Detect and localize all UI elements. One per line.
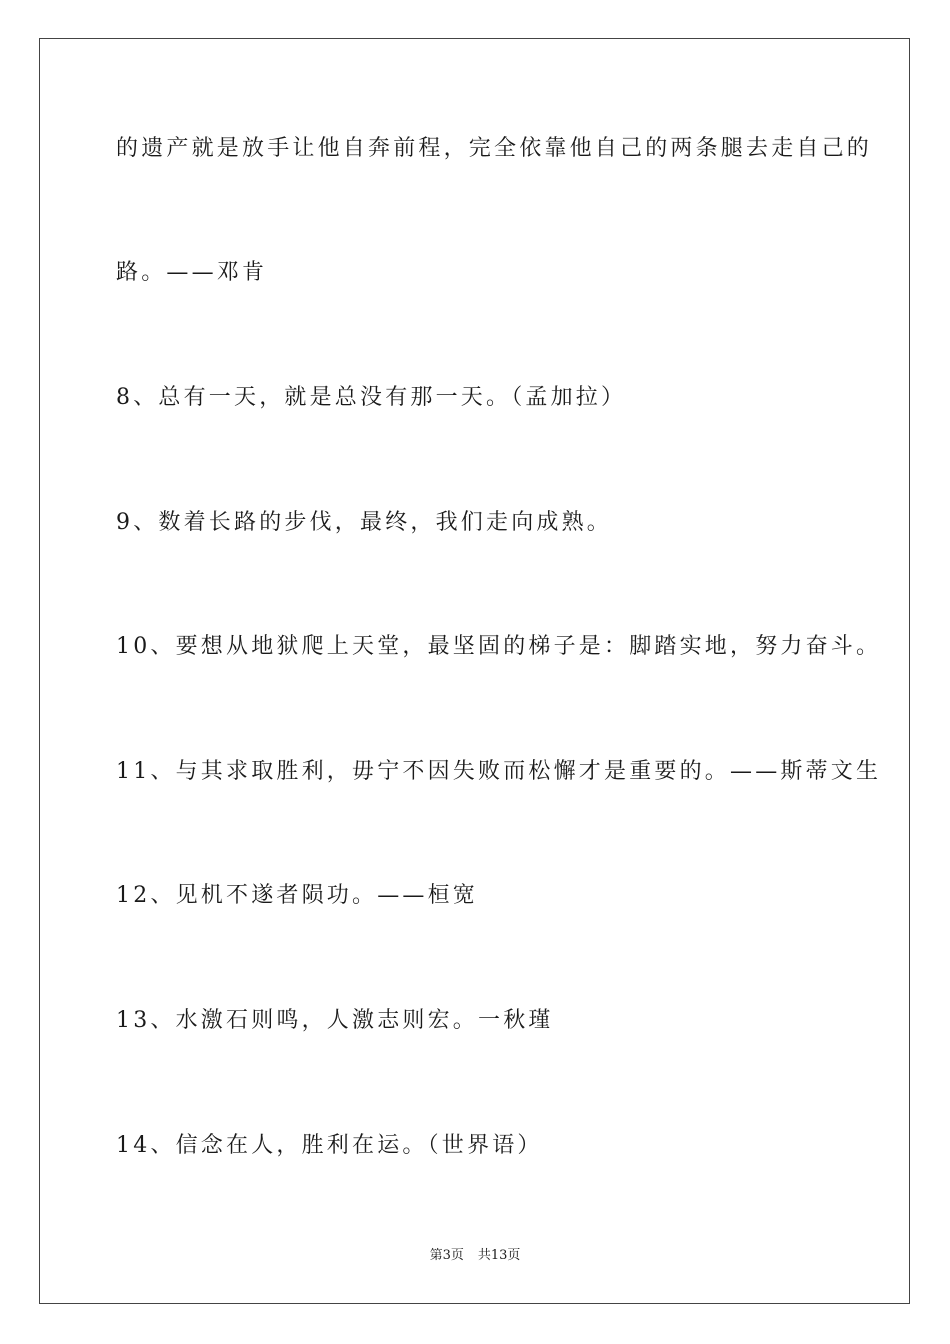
text-line-1: 的遗产就是放手让他自奔前程，完全依靠他自己的两条腿去走自己的 [116,136,873,161]
text-line-2: 路。——邓肯 [116,260,268,285]
text-line-4: 9、数着长路的步伐，最终，我们走向成熟。 [116,510,612,535]
text-line-5: 10、要想从地狱爬上天堂，最坚固的梯子是：脚踏实地，努力奋斗。 [116,634,882,659]
text-line-6: 11、与其求取胜利，毋宁不因失败而松懈才是重要的。——斯蒂文生 [116,759,882,784]
text-line-7: 12、见机不遂者陨功。——桓宽 [116,883,478,908]
text-line-9: 14、信念在人，胜利在运。（世界语） [116,1133,543,1158]
page-frame [39,38,910,1304]
page-total: 共13页 [477,1248,521,1263]
text-line-3: 8、总有一天，就是总没有那一天。（孟加拉） [116,385,627,410]
text-line-8: 13、水激石则鸣，人激志则宏。一秋瑾 [116,1008,554,1033]
page-number: 第3页 [429,1248,464,1263]
page-footer [0,1246,950,1266]
